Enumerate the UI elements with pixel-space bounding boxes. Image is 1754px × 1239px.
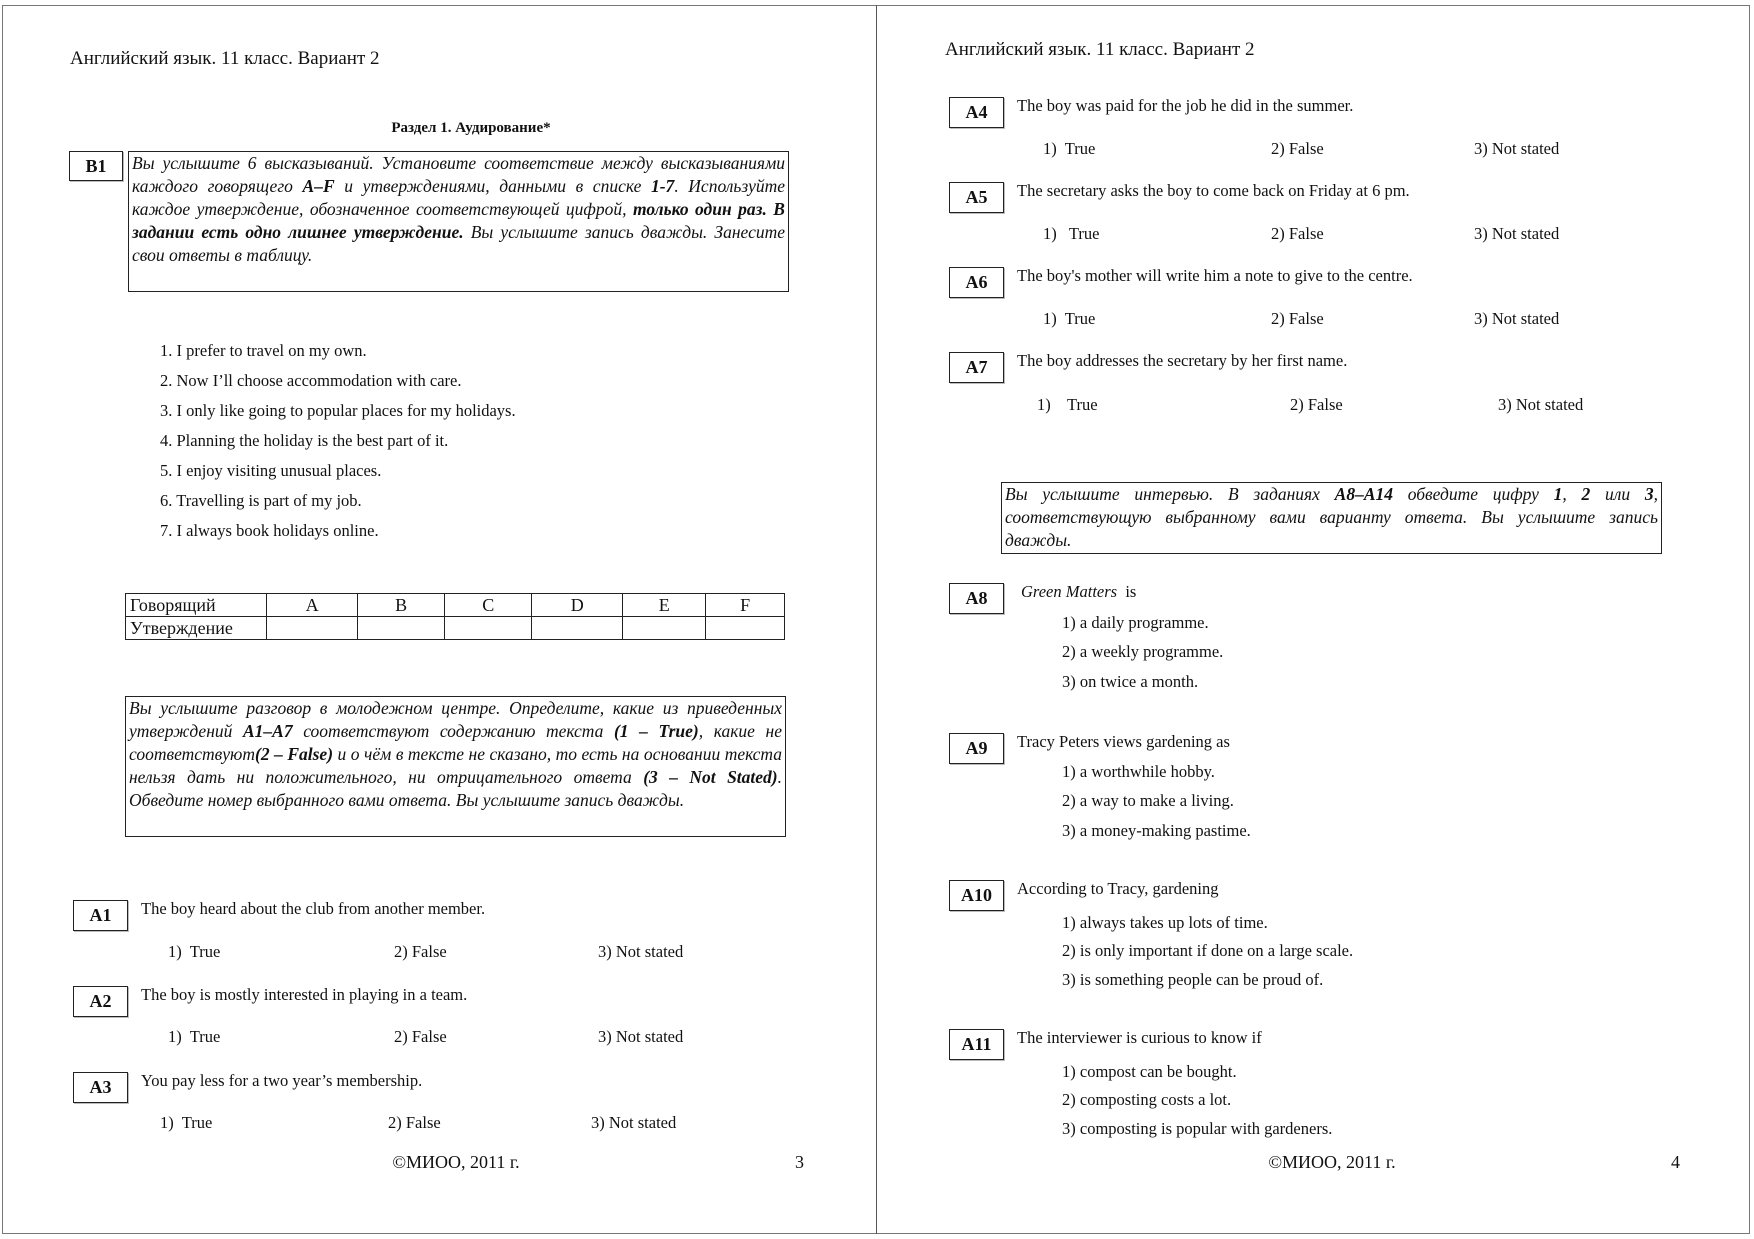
task-label: A3 xyxy=(73,1072,128,1103)
instruction-emphasis: 1 xyxy=(1553,484,1563,504)
a1-a7-instruction-box xyxy=(125,696,786,837)
answer-option[interactable]: 3) Not stated xyxy=(1474,309,1560,328)
task-label: A5 xyxy=(949,182,1004,213)
instruction-emphasis: (1 – True) xyxy=(613,721,699,741)
answer-option[interactable]: 3) composting is popular with gardeners. xyxy=(1062,1119,1333,1138)
answer-option[interactable]: 1) True xyxy=(160,1113,213,1132)
page-number: 3 xyxy=(795,1152,804,1172)
instruction-text: , xyxy=(1562,484,1582,504)
answer-option[interactable]: 1) True xyxy=(1043,224,1100,243)
answer-option[interactable]: 1) a worthwhile hobby. xyxy=(1062,762,1215,781)
answer-option[interactable]: 1) True xyxy=(168,942,221,961)
task-label: A8 xyxy=(949,583,1004,614)
question-text: The secretary asks the boy to come back on Friday at 6 pm. xyxy=(1017,181,1410,200)
instruction-text: , соответствующую выбранному вами варианту ответа. Вы услышите запись дважды. xyxy=(1005,484,1658,550)
answer-option[interactable]: 2) False xyxy=(1271,224,1324,243)
page-divider xyxy=(876,5,877,1234)
instruction-text: обведите цифру xyxy=(1393,484,1554,504)
statement-item: 6. Travelling is part of my job. xyxy=(160,491,362,510)
instruction-emphasis: 3 xyxy=(1644,484,1654,504)
answer-option[interactable]: 2) False xyxy=(394,942,447,961)
answer-option[interactable]: 1) True xyxy=(168,1027,221,1046)
question-text xyxy=(1017,732,1230,752)
task-label: A6 xyxy=(949,267,1004,298)
answer-option[interactable]: 2) False xyxy=(1271,139,1324,158)
task-label: A1 xyxy=(73,900,128,931)
task-label: A11 xyxy=(949,1029,1004,1060)
footer-copyright: ©МИОО, 2011 г. xyxy=(392,1152,520,1172)
answer-option[interactable]: 3) Not stated xyxy=(598,942,684,961)
question-stem: The interviewer is curious to know if xyxy=(1017,1028,1262,1047)
answer-option[interactable]: 3) Not stated xyxy=(1498,395,1584,414)
instruction-emphasis: (3 – Not Stated) xyxy=(643,767,778,787)
speaker-cell: B xyxy=(358,594,445,617)
answer-option[interactable]: 1) True xyxy=(1037,395,1098,414)
speaker-row-label: Говорящий xyxy=(126,594,267,617)
instruction-text: . Обведите номер выбранного вами ответа. Вы услышите запись дважды. xyxy=(129,767,782,810)
answer-option[interactable]: 1) always takes up lots of time. xyxy=(1062,913,1268,932)
section-title: Раздел 1. Аудирование* xyxy=(391,120,551,136)
statement-item: 4. Planning the holiday is the best part of it. xyxy=(160,431,449,450)
answer-option[interactable]: 2) is only important if done on a large scale. xyxy=(1062,941,1354,960)
instruction-emphasis: A–F xyxy=(302,176,335,196)
question-stem: is xyxy=(1117,582,1137,601)
statement-item: 1. I prefer to travel on my own. xyxy=(160,341,367,360)
instruction-emphasis: только один раз. В задании есть одно лишнее утверждение. xyxy=(132,199,785,242)
statement-item: 2. Now I’ll choose accommodation with care. xyxy=(160,371,462,390)
page-header: Английский язык. 11 класс. Вариант 2 xyxy=(70,48,380,69)
programme-title: Green Matters xyxy=(1021,582,1118,601)
instruction-text: соответствуют содержанию текста xyxy=(292,721,614,741)
speaker-cell: A xyxy=(267,594,358,617)
question-text: The boy heard about the club from another member. xyxy=(141,899,486,918)
speaker-row xyxy=(126,594,785,617)
instruction-emphasis: (2 – False) xyxy=(255,744,334,764)
instruction-emphasis: 2 xyxy=(1581,484,1591,504)
answer-option[interactable]: 3) is something people can be proud of. xyxy=(1062,970,1324,989)
answer-cell[interactable] xyxy=(532,617,623,640)
question-stem: According to Tracy, gardening xyxy=(1017,879,1219,898)
answer-option[interactable]: 2) False xyxy=(394,1027,447,1046)
statement-row xyxy=(126,617,785,640)
answer-option[interactable]: 1) compost can be bought. xyxy=(1062,1062,1237,1081)
instruction-text: и о чём в тексте не сказано, то есть на основании текста нельзя дать ни положительного, ни отрицательного ответа xyxy=(129,744,782,787)
speaker-cell: C xyxy=(445,594,532,617)
answer-option[interactable]: 3) Not stated xyxy=(598,1027,684,1046)
task-label: A9 xyxy=(949,733,1004,764)
instruction-text: , какие не соответствуют xyxy=(129,721,782,764)
answer-cell[interactable] xyxy=(623,617,706,640)
answer-cell[interactable] xyxy=(358,617,445,640)
answer-option[interactable]: 2) a way to make a living. xyxy=(1062,791,1234,810)
answer-table xyxy=(125,593,785,640)
answer-option[interactable]: 1) True xyxy=(1043,139,1096,158)
statement-item: 7. I always book holidays online. xyxy=(160,521,379,540)
question-text: The boy was paid for the job he did in the summer. xyxy=(1017,96,1354,115)
answer-option[interactable]: 2) composting costs a lot. xyxy=(1062,1090,1232,1109)
question-text xyxy=(1017,1028,1262,1048)
instruction-text: Вы услышите интервью. В заданиях xyxy=(1005,484,1335,504)
speaker-cell: D xyxy=(532,594,623,617)
answer-option[interactable]: 3) a money-making pastime. xyxy=(1062,821,1251,840)
answer-option[interactable]: 3) Not stated xyxy=(1474,224,1560,243)
task-label: A7 xyxy=(949,352,1004,383)
task-label-b1: B1 xyxy=(69,151,123,181)
instruction-emphasis: 1-7 xyxy=(650,176,675,196)
a8-a14-instruction-box xyxy=(1001,482,1662,554)
task-label: A2 xyxy=(73,986,128,1017)
statement-row-label: Утверждение xyxy=(126,617,267,640)
instruction-text: Вы услышите разговор в молодежном центре. Определите, какие из приведенных утверждений xyxy=(129,698,782,741)
answer-option[interactable]: 2) a weekly programme. xyxy=(1062,642,1224,661)
answer-option[interactable]: 3) Not stated xyxy=(1474,139,1560,158)
footer-copyright: ©МИОО, 2011 г. xyxy=(1268,1152,1396,1172)
question-text xyxy=(1021,582,1136,602)
answer-option[interactable]: 2) False xyxy=(1290,395,1343,414)
answer-cell[interactable] xyxy=(706,617,785,640)
statement-item: 5. I enjoy visiting unusual places. xyxy=(160,461,382,480)
answer-option[interactable]: 1) True xyxy=(1043,309,1096,328)
instruction-text: или xyxy=(1590,484,1645,504)
question-text: The boy is mostly interested in playing in a team. xyxy=(141,985,468,1004)
question-text: The boy addresses the secretary by her first name. xyxy=(1017,351,1348,370)
instruction-text: и утверждениями, данными в списке xyxy=(334,176,651,196)
page-header: Английский язык. 11 класс. Вариант 2 xyxy=(945,39,1255,60)
answer-option[interactable]: 2) False xyxy=(388,1113,441,1132)
instruction-emphasis: A8–A14 xyxy=(1334,484,1393,504)
instruction-emphasis: A1–A7 xyxy=(243,721,293,741)
question-text xyxy=(1017,879,1218,899)
task-label: A4 xyxy=(949,97,1004,128)
answer-option[interactable]: 2) False xyxy=(1271,309,1324,328)
speaker-cell: F xyxy=(706,594,785,617)
instruction-text: . Используйте каждое утверждение, обозначенное соответствующей цифрой, xyxy=(132,176,785,219)
b1-instruction-box xyxy=(128,151,789,292)
answer-cell[interactable] xyxy=(267,617,358,640)
speaker-cell: E xyxy=(623,594,706,617)
question-text: You pay less for a two year’s membership. xyxy=(141,1071,423,1090)
task-label: A10 xyxy=(949,880,1004,911)
instruction-text: Вы услышите 6 высказываний. Установите соответствие между высказываниями каждого говорящего xyxy=(132,153,785,196)
answer-option[interactable]: 3) on twice a month. xyxy=(1062,672,1199,691)
page-number: 4 xyxy=(1671,1152,1680,1172)
question-stem: Tracy Peters views gardening as xyxy=(1017,732,1230,751)
answer-option[interactable]: 3) Not stated xyxy=(591,1113,677,1132)
statement-item: 3. I only like going to popular places for my holidays. xyxy=(160,401,516,420)
question-text: The boy's mother will write him a note to give to the centre. xyxy=(1017,266,1413,285)
answer-cell[interactable] xyxy=(445,617,532,640)
instruction-text: Вы услышите запись дважды. Занесите свои ответы в таблицу. xyxy=(132,222,785,265)
answer-option[interactable]: 1) a daily programme. xyxy=(1062,613,1209,632)
